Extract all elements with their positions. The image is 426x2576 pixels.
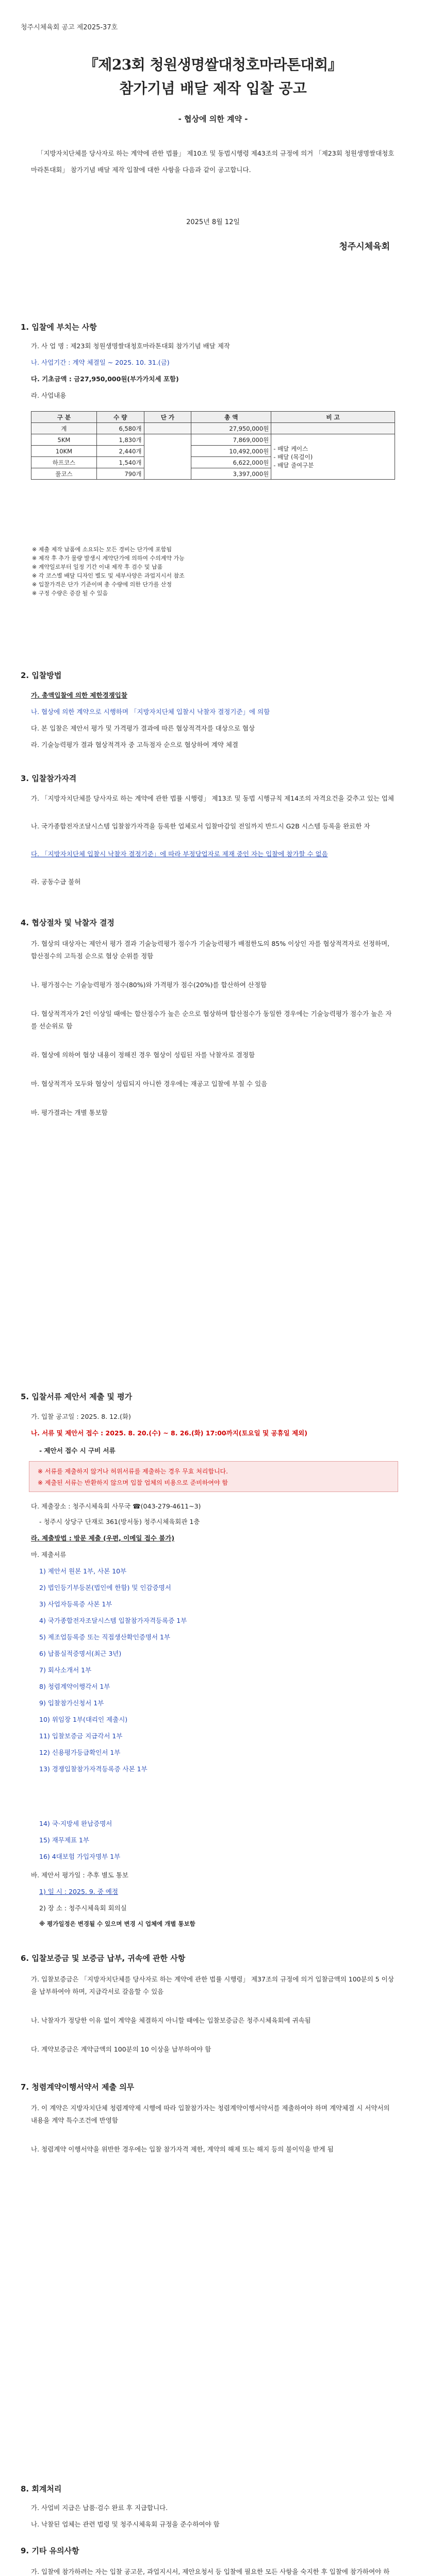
section-7-para: 나. 청렴계약 이행서약을 위반한 경우에는 입찰 참가자격 제한, 계약의 해제 또는 해지 등의 불이익을 받게 됨 <box>31 2145 334 2153</box>
section-7-title: 7. 청렴계약이행서약서 제출 의무 <box>21 2082 135 2092</box>
submission-method: 라. 제출방법 : 방문 제출 (우편, 이메일 접수 불가) <box>31 1534 175 1542</box>
items-table <box>31 411 395 480</box>
section-5-sub: - 제안서 접수 시 구비 서류 <box>39 1447 116 1454</box>
table-cell: 10KM <box>31 446 97 457</box>
table-header: 구 분 <box>31 412 97 423</box>
section-2-line <box>31 707 402 716</box>
section-1-title: 1. 입찰에 부치는 사항 <box>21 323 97 332</box>
doc-item: 8) 청렴계약이행각서 1부 <box>39 1683 110 1690</box>
remark-line: - 배달 케이스 <box>273 445 308 452</box>
section-5-line: 가. 입찰 공고일 : 2025. 8. 12.(화) <box>31 1413 131 1420</box>
doc-item: 13) 경쟁입찰참가자격등록증 사본 1부 <box>39 1765 148 1773</box>
table-cell: 1,540개 <box>96 457 144 468</box>
section-5-note: ※ 평가일정은 변경될 수 있으며 변경 시 업체에 개별 통보함 <box>39 1920 195 1927</box>
section-2-line: 다. 본 입찰은 제안서 평가 및 가격평가 결과에 따른 협상적격자를 대상으로 협상 <box>31 724 255 732</box>
table-cell <box>271 423 395 434</box>
table-cell: 하프코스 <box>31 457 97 468</box>
section-5-line: 마. 제출서류 <box>31 1551 67 1558</box>
table-header: 비 고 <box>271 412 395 423</box>
doc-item: 12) 신용평가등급확인서 1부 <box>39 1749 121 1756</box>
section-4-para: 나. 평가점수는 기술능력평가 점수(80%)와 가격평가 점수(20%)를 합산하여 산정함 <box>31 981 267 989</box>
table-cell: 5KM <box>31 434 97 446</box>
table-cell: 27,950,000원 <box>191 423 271 434</box>
table-cell: 7,869,000원 <box>191 434 271 446</box>
section-1-line <box>31 358 402 367</box>
table-note: ※ 제작 후 추가 물량 발생시 계약단가에 의하여 수의계약 가능 <box>32 555 185 562</box>
warning-box <box>29 1461 398 1492</box>
section-2-title: 2. 입찰방법 <box>21 671 62 680</box>
section-2-method: 가. 총액입찰에 의한 제한경쟁입찰 <box>31 691 127 699</box>
table-cell: 10,492,000원 <box>191 446 271 457</box>
evaluation-date: 1) 일 시 : 2025. 9. 중 예정 <box>39 1888 118 1895</box>
table-note: ※ 각 코스별 배달 디자인 별도 및 세부사양은 과업지시서 참조 <box>32 572 185 579</box>
section-5-line: - 청주시 상당구 단재로 361(방서동) 청주시체육회관 1층 <box>39 1518 200 1526</box>
section-1-period: 나. 사업기간 : 계약 체결일 ~ 2025. 10. 31.(금) <box>31 359 170 366</box>
section-3-para: 가. 「지방자치단체를 당사자로 하는 계약에 관한 법률 시행령」 제13조 및 동법 시행규칙 제14조의 자격요건을 갖추고 있는 업체 <box>31 794 394 802</box>
table-note: ※ 제출 제작 납품에 소요되는 모든 경비는 단가에 포함됨 <box>32 546 172 553</box>
section-7-para: 가. 이 계약은 지방자치단체 청렴계약제 시행에 따라 입찰참가자는 청렴계약이행서약서를 제출하여야 하며 계약체결 시 서약서의 내용을 계약 특수조건에 반영함 <box>31 2104 390 2124</box>
table-cell: 계 <box>31 423 97 434</box>
section-6-para: 다. 계약보증금은 계약금액의 100분의 10 이상을 납부하여야 함 <box>31 2045 211 2053</box>
doc-item: 14) 국·지방세 완납증명서 <box>39 1820 112 1827</box>
contract-type: - 협상에 의한 계약 - <box>178 114 248 124</box>
page-title: 『제23회 청원생명쌀대청호마라톤대회』 <box>84 56 342 73</box>
section-6-title: 6. 입찰보증금 및 보증금 납부, 귀속에 관한 사항 <box>21 1954 186 1963</box>
doc-item: 15) 재무제표 1부 <box>39 1836 90 1844</box>
doc-item: 7) 회사소개서 1부 <box>39 1666 92 1674</box>
section-5-line <box>31 1428 402 1437</box>
table-note: ※ 입찰가격은 단가 기준이며 총 수량에 의한 단가를 산정 <box>32 581 172 588</box>
section-8-line: 나. 낙찰된 업체는 관련 법령 및 청주시체육회 규정을 준수하여야 함 <box>31 2520 220 2528</box>
page-title-line2: 참가기념 배달 제작 입찰 공고 <box>119 80 307 97</box>
section-5-line <box>39 1887 402 1896</box>
section-2-basis: 나. 협상에 의한 계약으로 시행하며 「지방자치단체 입찰시 낙찰자 결정기준」에 의함 <box>31 708 270 716</box>
section-4-title: 4. 협상절차 및 낙찰자 결정 <box>21 918 114 927</box>
section-8-title: 8. 회계처리 <box>21 2484 62 2494</box>
doc-item: 11) 입찰보증금 지급각서 1부 <box>39 1732 123 1740</box>
doc-item: 2) 법인등기부등본(법인에 한함) 및 인감증명서 <box>39 1584 171 1591</box>
remark-line: - 배달 (목걸이) <box>273 453 313 461</box>
table-row <box>31 423 395 434</box>
table-notes <box>32 545 395 598</box>
intro-paragraph: 「지방자치단체를 당사자로 하는 계약에 관한 법률」 제10조 및 동법시행령 제43조의 규정에 의거 「제23회 청원생명쌀대청호마라톤대회」 참가기념 배달 제작 입찰에 대한 사항을 다음과 같이 공고합니다. <box>31 149 395 174</box>
table-header: 수 량 <box>96 412 144 423</box>
table-cell: 2,440개 <box>96 446 144 457</box>
section-3-title: 3. 입찰참가자격 <box>21 774 77 783</box>
section-2-line <box>31 690 402 700</box>
section-9-para: 가. 입찰에 참가하려는 자는 입찰 공고문, 과업지시서, 제안요청서 등 입찰에 필요한 모든 사항을 숙지한 후 입찰에 참가하여야 하 <box>31 2568 390 2575</box>
section-1-line <box>31 374 402 383</box>
remark-line: - 배달 줄여구분 <box>273 461 314 469</box>
doc-item: 1) 제안서 원본 1부, 사본 10부 <box>39 1567 127 1575</box>
section-5-line: 2) 장 소 : 청주시체육회 회의실 <box>39 1904 127 1912</box>
table-row <box>31 434 395 446</box>
table-note: ※ 구정 수량은 증감 될 수 있음 <box>32 590 108 597</box>
section-1-budget: 다. 기초금액 : 금27,950,000원(부가가치세 포함) <box>31 375 179 383</box>
table-cell: 1,830개 <box>96 434 144 446</box>
section-8-line: 가. 사업비 지급은 납품·검수 완료 후 지급합니다. <box>31 2504 168 2512</box>
doc-item: 3) 사업자등록증 사본 1부 <box>39 1600 112 1608</box>
table-cell: 3,397,000원 <box>191 468 271 480</box>
table-header: 총 액 <box>191 412 271 423</box>
table-cell <box>271 434 395 480</box>
table-cell: 6,580개 <box>96 423 144 434</box>
section-5-line: 바. 제안서 평가일 : 추후 별도 통보 <box>31 1871 129 1879</box>
section-2-line: 라. 기술능력평가 결과 협상적격자 중 고득점자 순으로 협상하여 계약 체결 <box>31 741 238 749</box>
section-3-para: 나. 국가종합전자조달시스템 입찰참가자격을 등록한 업체로서 입찰마감일 전일까지 반드시 G2B 시스템 등록을 완료한 자 <box>31 822 370 830</box>
warning-line: ※ 제출된 서류는 반환하지 않으며 입찰 업체의 비용으로 준비하여야 함 <box>38 1479 228 1486</box>
table-header-row <box>31 412 395 423</box>
table-note: ※ 계약일로부터 일정 기간 이내 제작 후 검수 및 납품 <box>32 564 163 570</box>
section-5-line: 다. 제출장소 : 청주시체육회 사무국 ☎(043-279-4611~3) <box>31 1502 201 1510</box>
table-cell <box>144 434 191 480</box>
notice-number: 청주시체육회 공고 제2025-37호 <box>21 24 118 31</box>
section-5-line <box>31 1533 402 1543</box>
doc-item: 5) 제조업등록증 또는 직접생산확인증명서 1부 <box>39 1633 171 1641</box>
section-4-para: 바. 평가결과는 개별 통보함 <box>31 1109 108 1116</box>
table-header: 단 가 <box>144 412 191 423</box>
table-cell: 790개 <box>96 468 144 480</box>
doc-item: 4) 국가종합전자조달시스템 입찰참가자격등록증 1부 <box>39 1617 187 1624</box>
section-4-para: 마. 협상적격자 모두와 협상이 성립되지 아니한 경우에는 재공고 입찰에 부칠 수 있음 <box>31 1080 268 1088</box>
doc-item: 10) 위임장 1부(대리인 제출시) <box>39 1716 128 1723</box>
section-5-title: 5. 입찰서류 제안서 제출 및 평가 <box>21 1392 133 1401</box>
doc-item: 9) 입찰참가신청서 1부 <box>39 1699 104 1707</box>
section-1-line: 가. 사 업 명 : 제23회 청원생명쌀대청호마라톤대회 참가기념 배달 제작 <box>31 342 230 350</box>
table-cell <box>144 423 191 434</box>
section-9-title: 9. 기타 유의사항 <box>21 2546 79 2555</box>
notice-date: 2025년 8월 12일 <box>186 218 240 226</box>
section-4-para: 가. 협상의 대상자는 제안서 평가 결과 기술능력평가 점수가 기술능력평가 배점한도의 85% 이상인 자를 협상적격자로 선정하며, 합산점수의 고득점 순으로 협상 순위를 정함 <box>31 940 390 960</box>
issuing-organization: 청주시체육회 <box>339 242 390 252</box>
warning-line: ※ 서류를 제출하지 않거나 허위서류를 제출하는 경우 무효 처리합니다. <box>38 1468 228 1475</box>
section-3-restriction: 다. 「지방자치단체 입찰시 낙찰자 결정기준」에 따라 부정당업자로 제재 중인 자는 입찰에 참가할 수 없음 <box>31 850 328 858</box>
section-1-line: 라. 사업내용 <box>31 392 67 399</box>
doc-item: 16) 4대보험 가입자명부 1부 <box>39 1853 121 1860</box>
section-6-para: 나. 낙찰자가 정당한 이유 없이 계약을 체결하지 아니할 때에는 입찰보증금은 청주시체육회에 귀속됨 <box>31 2016 311 2024</box>
section-3-para: 라. 공동수급 불허 <box>31 878 81 886</box>
section-3-para <box>31 848 395 860</box>
doc-item: 6) 납품실적증명서(최근 3년) <box>39 1650 122 1657</box>
table-cell: 풀코스 <box>31 468 97 480</box>
table-cell: 6,622,000원 <box>191 457 271 468</box>
section-4-para: 라. 협상에 의하여 협상 내용이 정해진 경우 협상이 성립된 자를 낙찰자로 결정함 <box>31 1051 255 1059</box>
submission-period: 나. 서류 및 제안서 접수 : 2025. 8. 20.(수) ~ 8. 26.(화) 17:00까지(토요일 및 공휴일 제외) <box>31 1429 307 1437</box>
section-4-para: 다. 협상적격자가 2인 이상일 때에는 합산점수가 높은 순으로 협상하며 합산점수가 동일한 경우에는 기술능력평가 점수가 높은 자를 선순위로 함 <box>31 1010 392 1030</box>
section-6-para: 가. 입찰보증금은 「지방자치단체를 당사자로 하는 계약에 관한 법률 시행령」 제37조의 규정에 의거 입찰금액의 100분의 5 이상을 납부하여야 하며, 지급각서로 갈음할 수 있음 <box>31 1975 394 1995</box>
